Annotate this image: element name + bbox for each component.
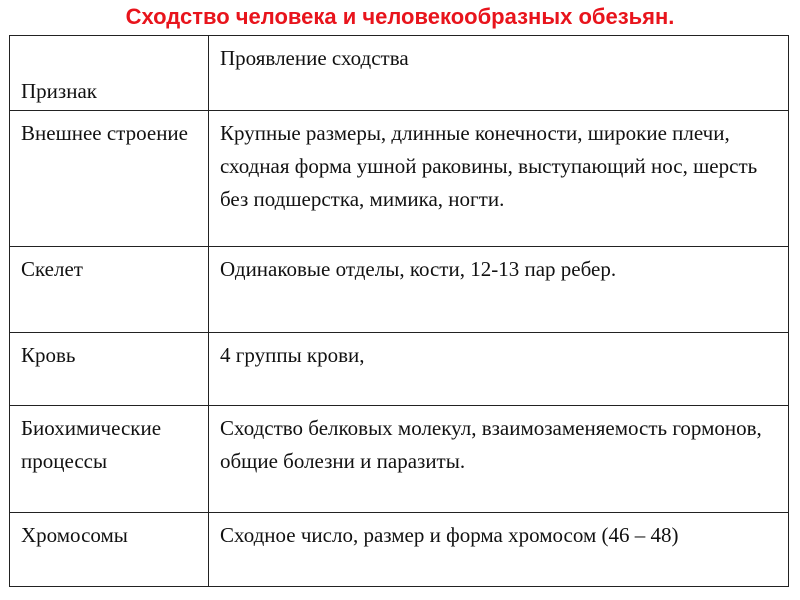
table-header-row: [10, 36, 789, 111]
page-title: Сходство человека и человекообразных обезьян.: [125, 4, 675, 29]
table-row: [10, 111, 789, 247]
manifestation-cell: Сходство белковых молекул, взаимозаменяемость гормонов, общие болезни и паразиты.: [209, 406, 789, 513]
manifestation-cell: Крупные размеры, длинные конечности, широкие плечи, сходная форма ушной раковины, выступающий нос, шерсть без подшерстка, мимика, ногти.: [209, 111, 789, 247]
sign-cell: Скелет: [10, 247, 209, 333]
table-row: [10, 333, 789, 406]
header-sign: Признак: [10, 36, 209, 111]
table-row: [10, 406, 789, 513]
sign-cell: Биохимические процессы: [10, 406, 209, 513]
sign-cell: Хромосомы: [10, 513, 209, 587]
manifestation-cell: Сходное число, размер и форма хромосом (46 – 48): [209, 513, 789, 587]
similarity-table: [9, 35, 789, 587]
header-manifestation: Проявление сходства: [209, 36, 789, 111]
table-row: [10, 247, 789, 333]
table-row: [10, 513, 789, 587]
sign-cell: Кровь: [10, 333, 209, 406]
sign-cell: Внешнее строение: [10, 111, 209, 247]
manifestation-cell: Одинаковые отделы, кости, 12-13 пар ребер.: [209, 247, 789, 333]
manifestation-cell: 4 группы крови,: [209, 333, 789, 406]
